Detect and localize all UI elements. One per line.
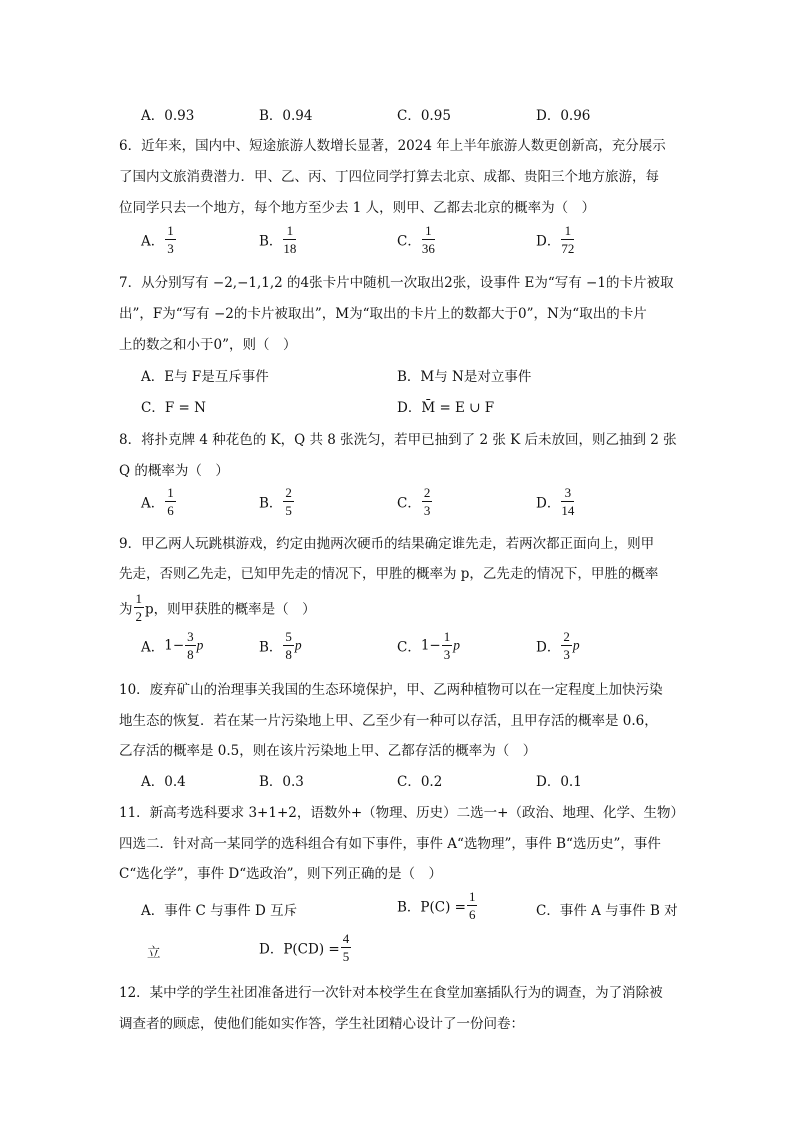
q7-option-b: B．M与 N是对立事件 [397,369,532,385]
q11-line-3: C“选化学”，事件 D“选政治”，则下列正确的是（ ） [119,866,443,882]
q10-option-c: C．0.2 [397,774,443,790]
q11-line-1: 11．新高考选科要求 3+1+2，语数外+（物理、历史）二选一+（政治、地理、化学、生物） [119,805,684,821]
q9-option-c: C．1− $\frac{1}{3}$ p [397,629,460,662]
q6-line-3: 位同学只去一个地方，每个地方至少去 1 人，则甲、乙都去北京的概率为（ ） [119,200,596,216]
q6-option-d: D． $\frac{1}{72}$ [536,223,575,256]
q11-option-c-continued: 立 [147,945,161,961]
q10-option-a: A．0.4 [141,774,186,790]
q6-option-c: C． $\frac{1}{36}$ [397,223,435,256]
q7-line-1: 7．从分别写有 −2,−1,1,2 的4张卡片中随机一次取出2张，设事件 E为“写有 −1的卡片被取 [119,275,674,291]
q8-option-b: B． $\frac{2}{5}$ [259,485,292,518]
q7-option-c: C．F = N [141,400,206,416]
q6-line-2: 了国内文旅消费潜力．甲、乙、丙、丁四位同学打算去北京、成都、贵阳三个地方旅游，每 [119,169,659,185]
q8-line-1: 8．将扑克牌 4 种花色的 K，Q 共 8 张洗匀，若甲已抽到了 2 张 K 后未放回，则乙抽到 2 张 [119,432,677,448]
q10-line-2: 地生态的恢复．若在某一片污染地上甲、乙至少有一种可以存活，且甲存活的概率是 0.6， [119,713,658,729]
q10-line-1: 10．废弃矿山的治理事关我国的生态环境保护，甲、乙两种植物可以在一定程度上加快污染 [119,682,663,698]
q11-option-a: A．事件 C 与事件 D 互斥 [141,903,298,919]
q5-option-a: A．0.93 [141,108,195,124]
q9-line-1: 9．甲乙两人玩跳棋游戏，约定由抛两次硬币的结果确定谁先走，若两次都正面向上，则甲 [119,536,655,552]
q7-line-3: 上的数之和小于0”，则（ ） [119,337,297,353]
q7-option-a: A．E与 F是互斥事件 [141,369,269,385]
q6-option-a: A． $\frac{1}{3}$ [141,223,174,256]
q5-option-c: C．0.95 [397,108,451,124]
q6-option-b: B． $\frac{1}{18}$ [259,223,297,256]
q11-option-c: C．事件 A 与事件 B 对 [536,903,678,919]
q8-line-2: Q 的概率为（ ） [119,463,229,479]
q11-option-b: B．P(C) = $\frac{1}{6}$ [397,889,476,922]
q8-option-c: C． $\frac{2}{3}$ [397,485,431,518]
q10-option-b: B．0.3 [259,774,304,790]
q9-option-d: D． $\frac{2}{3}$ p [536,629,580,662]
q12-line-2: 调查者的顾虑，使他们能如实作答，学生社团精心设计了一份问卷： [119,1016,524,1032]
q10-option-d: D．0.1 [536,774,582,790]
q9-line-2: 先走，否则乙先走，已知甲先走的情况下，甲胜的概率为 p，乙先走的情况下，甲胜的概率 [119,566,659,582]
q12-line-1: 12．某中学的学生社团准备进行一次针对本校学生在食堂加塞插队行为的调查，为了消除被 [119,985,663,1001]
q5-option-d: D．0.96 [536,108,591,124]
q6-line-1: 6．近年来，国内中、短途旅游人数增长显著，2024 年上半年旅游人数更创新高，充分展示 [119,138,666,154]
q11-line-2: 四选二．针对高一某同学的选科组合有如下事件，事件 A“选物理”，事件 B“选历史”，事件 [119,836,661,852]
q9-line-3: 为 $\frac{1}{2}$ p，则甲获胜的概率是（ ） [119,591,316,624]
q9-option-a: A．1− $\frac{3}{8}$ p [141,629,204,662]
q5-option-b: B．0.94 [259,108,313,124]
q11-option-d: D．P(CD) = $\frac{4}{5}$ [259,931,350,964]
q9-option-b: B． $\frac{5}{8}$ p [259,629,302,662]
q10-line-3: 乙存活的概率是 0.5，则在该片污染地上甲、乙都存活的概率为（ ） [119,743,537,759]
q8-option-d: D． $\frac{3}{14}$ [536,485,575,518]
q7-line-2: 出”，F为“写有 −2的卡片被取出”，M为“取出的卡片上的数都大于0”，N为“取出的卡片 [119,306,647,322]
q7-option-d: D．M̄ = E ∪ F [397,400,495,416]
q8-option-a: A． $\frac{1}{6}$ [141,485,174,518]
